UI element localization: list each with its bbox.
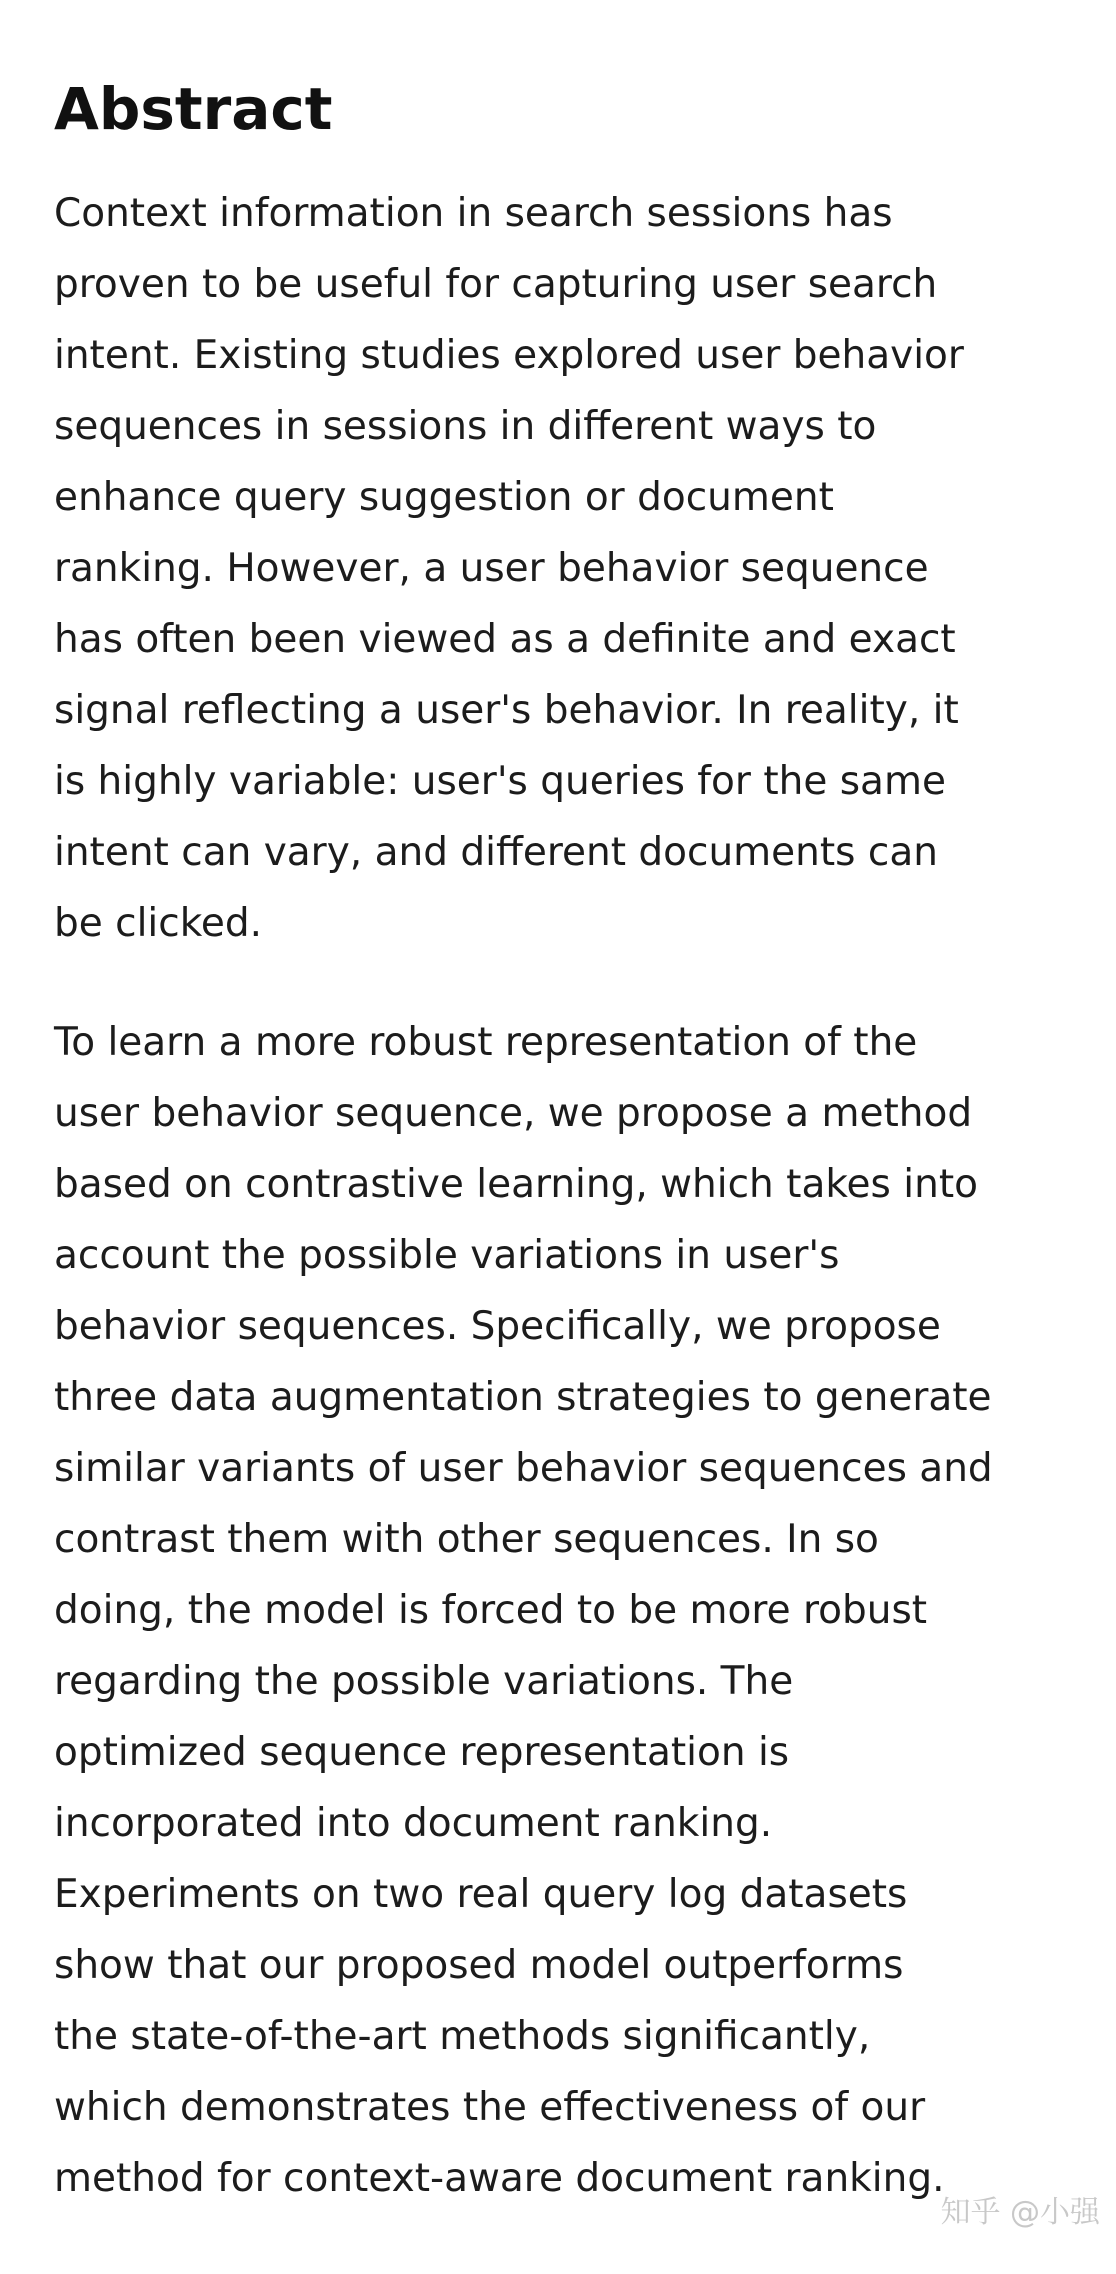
text-line: optimized sequence representation is — [54, 1730, 790, 1775]
text-line: is highly variable: user's queries for the same — [54, 759, 946, 804]
text-line: intent can vary, and different documents can — [54, 830, 938, 875]
abstract-paragraph-1 — [54, 178, 964, 959]
text-line: sequences in sessions in different ways to — [54, 404, 877, 449]
text-line: behavior sequences. Specifically, we propose — [54, 1304, 941, 1349]
text-line: the state-of-the-art methods significantly, — [54, 2014, 871, 2059]
text-line: three data augmentation strategies to generate — [54, 1375, 992, 1420]
text-line: user behavior sequence, we propose a method — [54, 1091, 973, 1136]
text-line: Experiments on two real query log datasets — [54, 1872, 908, 1917]
text-line: ranking. However, a user behavior sequence — [54, 546, 929, 591]
text-line: show that our proposed model outperforms — [54, 1943, 904, 1988]
text-line: intent. Existing studies explored user behavior — [54, 333, 964, 378]
text-line: doing, the model is forced to be more robust — [54, 1588, 928, 1633]
text-line: be clicked. — [54, 901, 263, 946]
section-heading: Abstract — [54, 75, 333, 143]
abstract-paragraph-2 — [54, 1007, 993, 2214]
text-line: method for context-aware document ranking. — [54, 2156, 945, 2201]
text-line: incorporated into document ranking. — [54, 1801, 773, 1846]
text-line: based on contrastive learning, which takes into — [54, 1162, 978, 1207]
text-line: similar variants of user behavior sequences and — [54, 1446, 993, 1491]
text-line: proven to be useful for capturing user search — [54, 262, 938, 307]
text-line: account the possible variations in user's — [54, 1233, 840, 1278]
text-line: enhance query suggestion or document — [54, 475, 834, 520]
text-line: Context information in search sessions has — [54, 191, 893, 236]
text-line: signal reflecting a user's behavior. In reality, it — [54, 688, 959, 733]
text-line: has often been viewed as a definite and exact — [54, 617, 956, 662]
text-line: contrast them with other sequences. In so — [54, 1517, 879, 1562]
text-line: which demonstrates the effectiveness of our — [54, 2085, 926, 2130]
text-line: regarding the possible variations. The — [54, 1659, 794, 1704]
watermark: 知乎 @小强 — [940, 2195, 1100, 2230]
text-line: To learn a more robust representation of the — [54, 1020, 918, 1065]
